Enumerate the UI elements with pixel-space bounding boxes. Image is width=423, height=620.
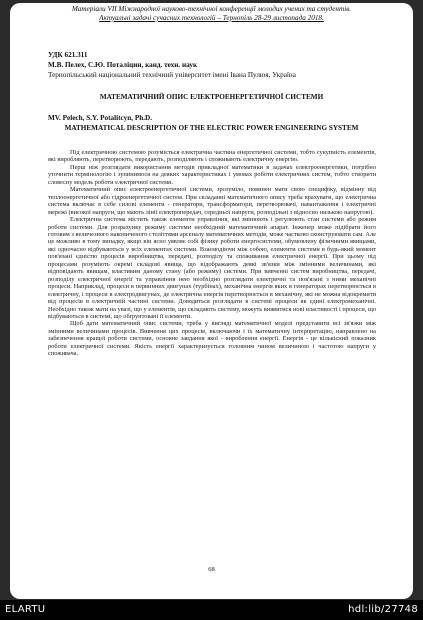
viewer-footer-bar [0,600,423,620]
paper-title-en: MATHEMATICAL DESCRIPTION OF THE ELECTRIC POWER ENGINEERING SYSTEM [64,124,359,132]
paper-title-ua: МАТЕМАТИЧНИЙ ОПИС ЕЛЕКТРОЕНЕРГЕТИЧНОЇ СИСТЕМИ [99,93,324,101]
affiliation: Тернопільський національний технічний університет імені Івана Пулюя, Україна [48,71,296,79]
paragraph: Під електричною системою розуміється електрична частина енергетичної системи, тобто сукупність елементів, які виробляють, перетворюють, передають, розподіляють і споживають електричну енергію. [48,149,376,164]
handle-id: hdl:lib/27748 [348,604,418,615]
running-header [10,5,413,22]
header-line-1: Матеріали VII Міжнародної науково-технічної конференції молодих учених та студентів. [71,5,352,13]
paper-page [10,3,413,599]
authors-ua: М.В. Пелех, С.Ю. Поталіцин, канд. техн. наук [48,61,198,69]
paragraph: Електрична система містить також елементи управління, які змінюють і регулюють стан системи або режим роботи системи. Для розрахунку режиму системи необхідний математичний апарат. Інженер може підібрати його готовим з величезного накопиченого століттями арсеналу математичних методів, може частково сконструювати сам. Але це можливо в тому випадку, якщо він ясно уявляє собі фізику роботи енергосистеми, обумовлену фізичними явищами, які одночасно відбуваються у всіх елементах системи. Взаємодіючи між собою, елементи системи в будь-який момент пов'язані єдністю процесів виробництва, передачі, розподілу та споживання електричної енергії. При цьому під процесами розуміють окремі складові явища, що відображають деякі зв'язки між змінними величинами, які відповідають явищам, властивим даному стану (або режиму) системи. При вивченні систем виробництва, передачі, розподілу електричної енергії та управління нею необхідно розглядати електричні та пов'язані з ними механічні процеси. Наприклад, процеси в первинних двигунах (турбінах), механічна енергія яких в генераторах перетворюється в електричну, і процеси в електродвигунах, де електрична енергія перетворюється в механічну, які не можна відокремити від процесів в електричній частині системи. Доводиться розглядати в системі процеси як єдині електромеханічні. Необхідно також мати на увазі, що у елементів, що складають систему, можуть виявитися нові властивості і процеси, що відбуваються в системі, що обґрунтовані її елементи. [48,216,376,320]
authors-en: MV. Pelech, S.Y. Potalitcyn, Ph.D. [48,114,153,122]
udk-code: УДК 621.311 [48,51,88,59]
paragraph: Щоб дати математичний опис системи, треба у вигляді математичної моделі представити всі зв'язки між змінними величинами процесів. Вивчення цих процесів, включаючи і їх математичну інтерпретацію, направлено на забезпечення кращої роботи системи, основне завдання якої - вироблення енергії. Енергія - це кількісний показник роботи електричної системи. Якість енергії характеризується головним чином величиною і частотою напруги у споживача. [48,320,376,358]
body-text [48,149,376,358]
paragraph: Математичний опис електроенергетичної системи, зрозуміло, повинен мати свою специфіку, відмінну від теплоенергетичної або гідроенергетичної систем. При складанні математичного опису треба врахувати, що електрична система включає в себе силові елементи - генератори, трансформатори, перетворювачі, навантаження і електричні мережі (високої напруги, що мають лінії електропередач, середньої напруги, розподільні з відносно низькою напругою). [48,186,376,216]
header-line-2: Актуальні задачі сучасних технологій – Тернопіль 28-29 листопада 2018. [99,13,324,22]
repository-name: ELARTU [5,604,46,615]
paragraph: Перш ніж розглядати використання методів прикладної математики в задачах електроенергетики, потрібно уточнити термінологію і зупинимося на деяких характеристиках і умовах роботи електричних систем, тобто створити словесну модель роботи електричної системи. [48,163,376,186]
page-number: 68 [208,566,215,573]
